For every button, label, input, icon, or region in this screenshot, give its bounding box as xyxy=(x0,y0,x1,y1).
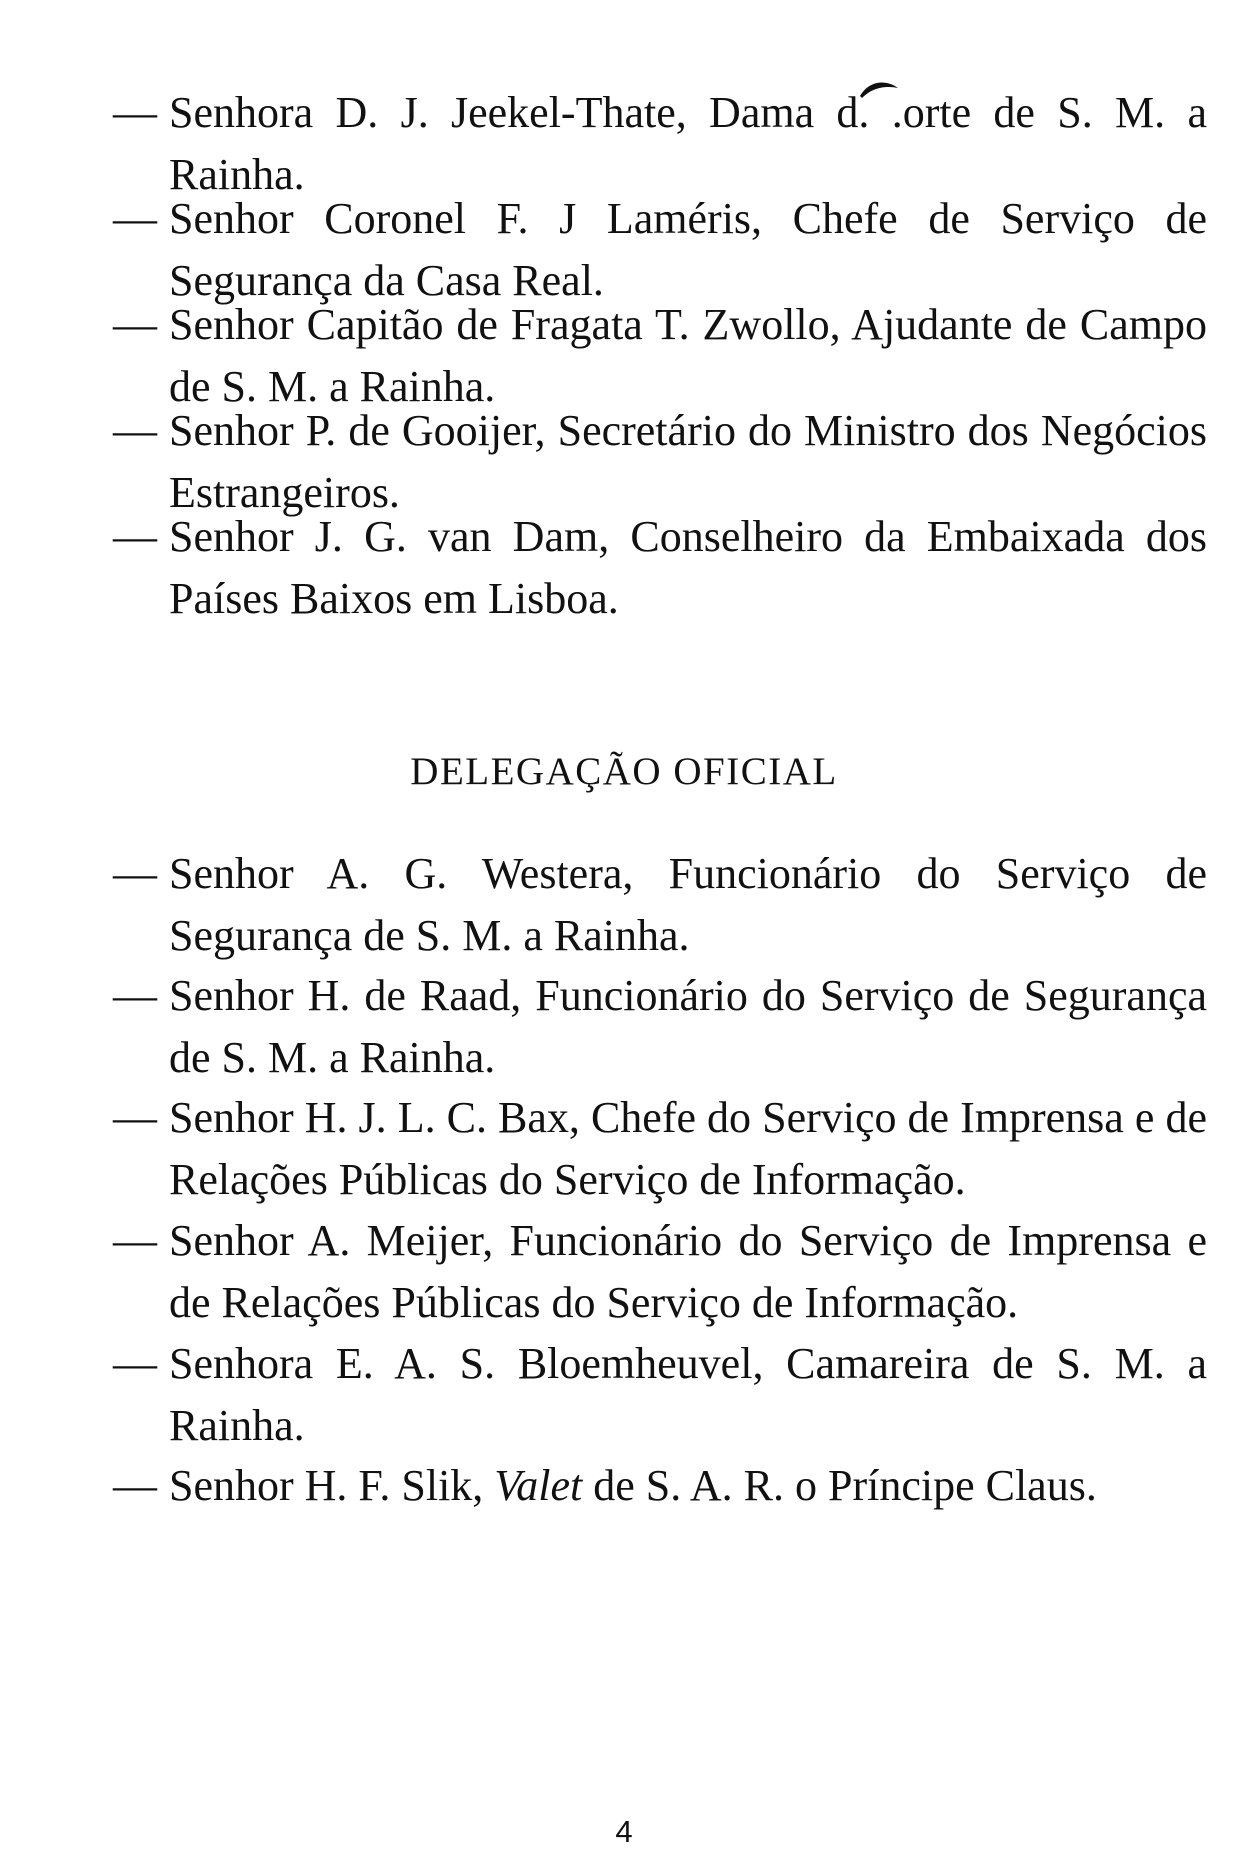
list-item xyxy=(113,1087,1207,1211)
em-dash: — xyxy=(113,1093,157,1142)
em-dash: — xyxy=(113,1216,157,1265)
entry-text: Senhor J. G. van Dam, Conselheiro da Embaixada dos Países Baixos em Lisboa. xyxy=(169,512,1207,623)
em-dash: — xyxy=(113,300,157,349)
entry-text: Senhor P. de Gooijer, Secretário do Ministro dos Negócios Estrangeiros. xyxy=(169,406,1207,517)
list-item xyxy=(113,1333,1207,1457)
list-item xyxy=(113,843,1207,967)
entry-text: Senhor H. de Raad, Funcionário do Serviço de Segurança de S. M. a Rainha. xyxy=(169,971,1207,1082)
italic-word: Valet xyxy=(494,1461,583,1510)
entry-text: Senhora E. A. S. Bloemheuvel, Camareira de S. M. a Rainha. xyxy=(169,1339,1207,1450)
em-dash: — xyxy=(113,406,157,455)
entry-text xyxy=(113,1455,1207,1517)
entry-text-start: Senhor H. F. Slik, xyxy=(169,1461,495,1510)
em-dash: — xyxy=(113,1339,157,1388)
em-dash: — xyxy=(113,512,157,561)
list-item xyxy=(113,965,1207,1089)
entry-text: Senhor A. G. Westera, Funcionário do Serviço de Segurança de S. M. a Rainha. xyxy=(169,849,1207,960)
em-dash: — xyxy=(113,194,157,243)
em-dash: — xyxy=(113,971,157,1020)
entry-text: Senhor Capitão de Fragata T. Zwollo, Ajudante de Campo de S. M. a Rainha. xyxy=(169,300,1207,411)
em-dash: — xyxy=(113,1461,157,1510)
entry-text: Senhor H. J. L. C. Bax, Chefe do Serviço de Imprensa e de Relações Públicas do Serviço de Informação. xyxy=(169,1093,1207,1204)
entry-text: Senhora D. J. Jeekel-Thate, Dama d. .orte de S. M. a Rainha. xyxy=(169,88,1207,199)
list-item xyxy=(113,1210,1207,1334)
section-heading: DELEGAÇÃO OFICIAL xyxy=(410,750,838,793)
page-number: 4 xyxy=(615,1814,633,1849)
em-dash: — xyxy=(113,88,157,137)
entry-text-end: de S. A. R. o Príncipe Claus. xyxy=(582,1461,1097,1510)
em-dash: — xyxy=(113,849,157,898)
entry-text: Senhor A. Meijer, Funcionário do Serviço de Imprensa e de Relações Públicas do Serviço de Informação. xyxy=(169,1216,1207,1327)
list-item xyxy=(113,506,1207,630)
entry-text: Senhor Coronel F. J Laméris, Chefe de Serviço de Segurança da Casa Real. xyxy=(169,194,1207,305)
list-item xyxy=(113,1455,1207,1517)
